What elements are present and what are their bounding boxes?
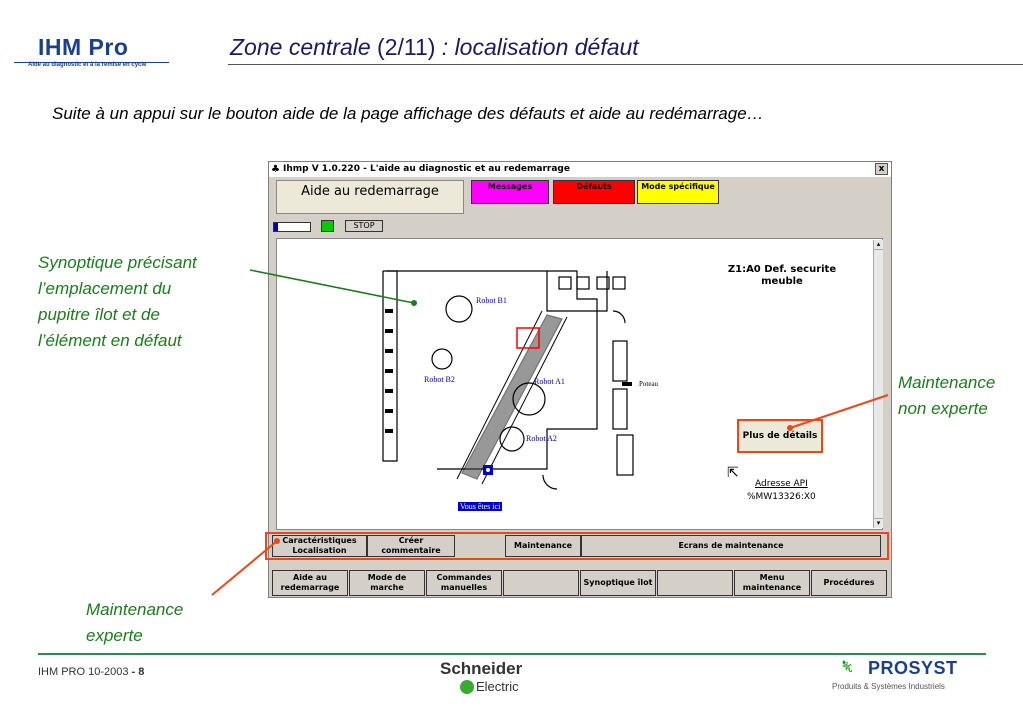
- slide-title-part-b: (2/11): [370, 34, 442, 60]
- page-number: 8: [138, 666, 145, 678]
- footer-rule: [38, 653, 986, 655]
- slide-title-part-a: Zone centrale: [230, 34, 371, 60]
- plus-de-details-button[interactable]: Plus de détails: [737, 419, 823, 453]
- schneider-logo: Schneider: [440, 659, 523, 678]
- btn-line: redemarrage: [280, 583, 340, 592]
- api-address-value: %MW13326:X0: [747, 492, 816, 502]
- tab-mode-specifique[interactable]: Mode spécifique: [637, 180, 719, 204]
- tab-aide-redemarrage[interactable]: Aide au redemarrage: [276, 180, 464, 214]
- annotation-line: Synoptique précisant: [38, 253, 197, 272]
- leader-experte: [212, 541, 277, 595]
- fault-label-line2: meuble: [761, 276, 803, 287]
- leader-synoptique: [250, 270, 414, 303]
- scroll-up-icon[interactable]: ▴: [874, 240, 883, 250]
- btn-line: Commandes: [436, 573, 492, 582]
- maintenance-button[interactable]: Maintenance: [505, 535, 581, 557]
- btn-line: Créer: [398, 536, 424, 545]
- chameleon-icon: 🦎: [840, 661, 854, 673]
- annotation-line: Maintenance: [86, 600, 184, 619]
- robot-b2-label: Robot B2: [424, 375, 455, 384]
- prosyst-logo: PROSYST: [868, 658, 958, 678]
- ihm-pro-logo: IHM Pro: [38, 34, 129, 60]
- app-icon: ♣: [271, 164, 280, 175]
- robot-a2-label: Robot A2: [526, 434, 557, 443]
- stop-indicator[interactable]: STOP: [345, 220, 383, 232]
- prosyst-subtitle: Produits & Systèmes Industriels: [832, 682, 945, 691]
- annotation-line: pupitre îlot et de: [38, 305, 160, 324]
- leader-non-experte: [790, 395, 888, 428]
- btn-line: commentaire: [381, 546, 441, 555]
- annotation-line: l’emplacement du: [38, 279, 172, 298]
- adresse-api-link[interactable]: Adresse API: [755, 479, 808, 489]
- footer-ref: [38, 666, 144, 678]
- annotation-line: l’élément en défaut: [38, 331, 182, 350]
- footer-dash: -: [128, 666, 139, 678]
- electric-logo: Electric: [476, 679, 519, 694]
- btn-line: marche: [370, 583, 404, 592]
- window-title: Ihmp V 1.0.220 - L'aide au diagnostic et au redemarrage: [283, 164, 570, 174]
- logo-subtitle: Aide au diagnostic et à la remise en cycle: [28, 62, 147, 68]
- btn-line: maintenance: [742, 583, 802, 592]
- fault-label-line1: Z1:A0 Def. securite: [727, 264, 837, 275]
- cursor-icon: ⇱: [727, 464, 739, 480]
- btn-line: Aide au: [293, 573, 327, 582]
- schneider-mark-icon: [460, 680, 474, 694]
- footer-ref-text: IHM PRO 10-2003: [38, 666, 129, 678]
- procedures-button[interactable]: Procédures: [811, 570, 887, 596]
- you-are-here-label: Vous êtes ici: [460, 502, 501, 511]
- btn-line: Caractéristiques: [282, 536, 357, 545]
- synoptique-ilot-button[interactable]: Synoptique îlot: [580, 570, 656, 596]
- slide-title-part-c: : localisation défaut: [441, 34, 639, 60]
- tab-messages[interactable]: Messages: [471, 180, 549, 204]
- tab-defauts[interactable]: Défauts: [553, 180, 635, 204]
- btn-line: Menu: [759, 573, 785, 582]
- annotation-line: experte: [86, 626, 143, 645]
- btn-line: Mode de: [367, 573, 407, 582]
- robot-b1-label: Robot B1: [476, 296, 507, 305]
- slide-subtitle: Suite à un appui sur le bouton aide de la page affichage des défauts et aide au redémarrage…: [52, 104, 764, 123]
- annotation-line: Maintenance: [898, 373, 996, 392]
- btn-line: Localisation: [292, 546, 347, 555]
- ecrans-de-maintenance-button[interactable]: Ecrans de maintenance: [581, 535, 881, 557]
- scroll-down-icon[interactable]: ▾: [874, 518, 883, 528]
- robot-a1-label: Robot A1: [534, 377, 565, 386]
- poteau-label: Poteau: [639, 380, 659, 388]
- btn-line: manuelles: [440, 583, 488, 592]
- annotation-line: non experte: [898, 399, 988, 418]
- close-button[interactable]: x: [875, 163, 888, 175]
